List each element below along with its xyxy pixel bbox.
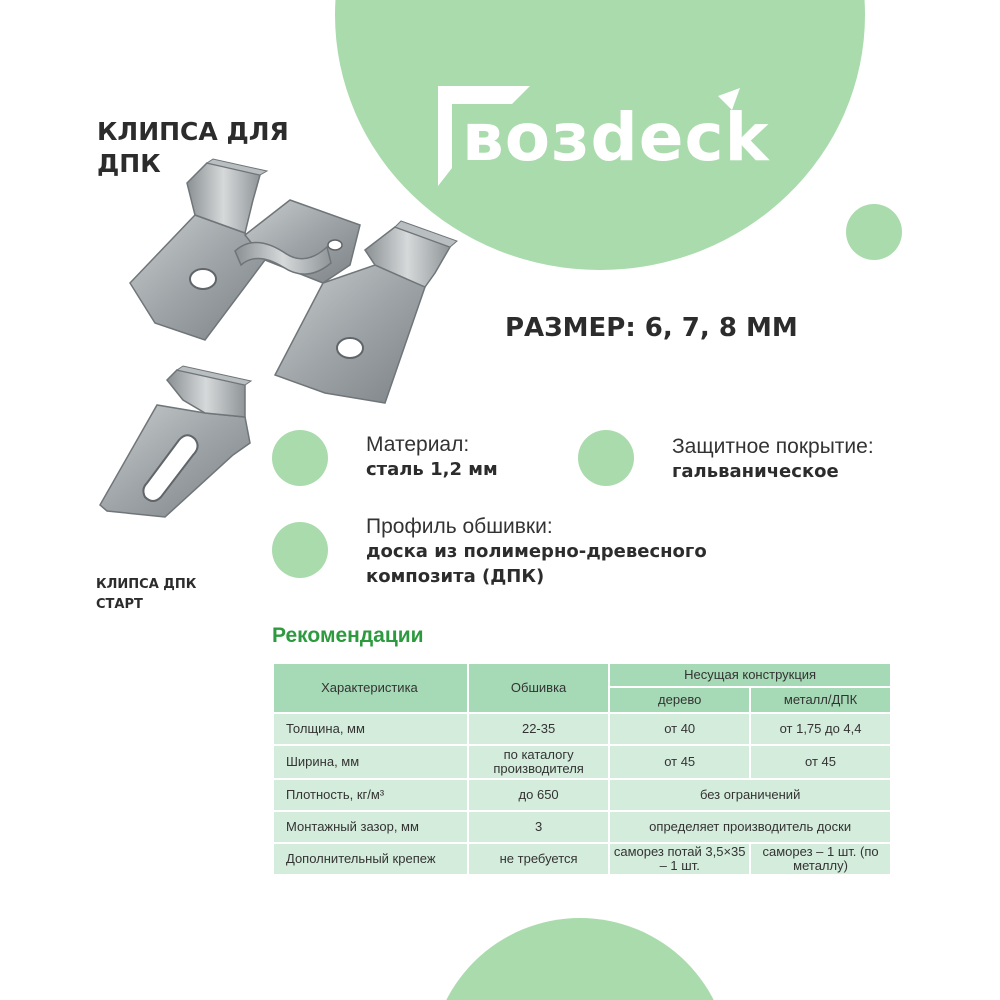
cell-metal: саморез – 1 шт. (по металлу): [751, 844, 890, 874]
cell-cladding: 3: [469, 812, 608, 842]
feature-coating: [672, 434, 874, 484]
cell-cladding: 22-35: [469, 714, 608, 744]
feature-material: [366, 432, 498, 482]
header-cladding: Обшивка: [469, 664, 608, 712]
cell-cladding: по каталогу производителя: [469, 746, 608, 778]
feature-label: Защитное покрытие:: [672, 435, 874, 458]
cell-cladding: до 650: [469, 780, 608, 810]
table-row: [274, 746, 890, 778]
recommendations-title: Рекомендации: [272, 624, 424, 647]
feature-profile: [366, 514, 766, 589]
feature-dot-profile: [272, 522, 328, 578]
cell-wood: саморез потай 3,5×35 – 1 шт.: [610, 844, 749, 874]
feature-label: Материал:: [366, 433, 470, 456]
cell-name: Плотность, кг/м³: [274, 780, 467, 810]
feature-dot-coating: [578, 430, 634, 486]
cell-metal: от 45: [751, 746, 890, 778]
header-metal: металл/ДПК: [751, 688, 890, 712]
cell-cladding: не требуется: [469, 844, 608, 874]
table-row: [274, 714, 890, 744]
start-clip-label: КЛИПСА ДПК СТАРТ: [96, 577, 197, 612]
small-decor-dot: [846, 204, 902, 260]
brand-name: возdeck: [462, 99, 770, 176]
cell-wood: от 45: [610, 746, 749, 778]
table-row: [274, 844, 890, 874]
feature-value: доска из полимерно-древесного композита (ДПК): [366, 541, 707, 587]
feature-label: Профиль обшивки:: [366, 515, 553, 538]
cell-metal: от 1,75 до 4,4: [751, 714, 890, 744]
cell-name: Толщина, мм: [274, 714, 467, 744]
header-characteristic: Характеристика: [274, 664, 467, 712]
cell-wood: от 40: [610, 714, 749, 744]
feature-value: сталь 1,2 мм: [366, 459, 498, 480]
product-title: КЛИПСА ДЛЯ ДПК: [97, 117, 289, 178]
cell-merged: без ограничений: [610, 780, 890, 810]
feature-dot-material: [272, 430, 328, 486]
cell-name: Монтажный зазор, мм: [274, 812, 467, 842]
cell-name: Ширина, мм: [274, 746, 467, 778]
size-info: РАЗМЕР: 6, 7, 8 ММ: [505, 313, 798, 343]
cell-merged: определяет производитель доски: [610, 812, 890, 842]
header-wood: дерево: [610, 688, 749, 712]
header-structure: Несущая конструкция: [610, 664, 890, 686]
bottom-decor-circle: [430, 918, 730, 1000]
feature-value: гальваническое: [672, 461, 839, 482]
cell-name: Дополнительный крепеж: [274, 844, 467, 874]
recommendations-table: [272, 662, 892, 876]
table-row: [274, 812, 890, 842]
table-row: [274, 780, 890, 810]
